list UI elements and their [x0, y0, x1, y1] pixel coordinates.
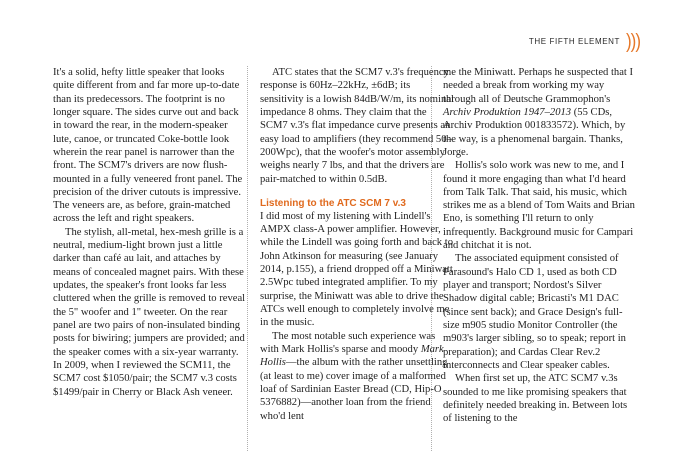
paragraph: When first set up, the ATC SCM7 v.3s sounded to me like promising speakers that definitely needed breaking in. Between lots of listening to the: [443, 373, 628, 425]
paragraph: Hollis's solo work was new to me, and I found it more engaging than what I'd heard from Talk Talk. That said, his music, which strikes me as a blend of Tom Waits and Brian Eno, is something I'll return to only infrequently. Background music for Campari and chitchat it is not.: [443, 160, 635, 252]
paragraph: It's a solid, hefty little speaker that looks quite different from and far more up-to-date than its predecessors. The footprint is no longer square. The sides curve out and back in toward the rear, in the modern-speaker lute, canoe, or truncated Coke-bottle look wherein the rear panel is narrower than the front. The SCM7's drivers are now flush-mounted in a fully veneered front panel. The precision of the driver cutouts is impressive. The veneers are, as before, grain-matched across the left and right speakers.: [53, 67, 243, 225]
paragraph: ATC states that the SCM7 v.3's frequency response is 60Hz–22kHz, ±6dB; its sensitivity is a lowish 84dB/W/m, its nominal impedance 8 ohms. They claim that the SCM7 v.3's flat impedance curve presents an easy load to amplifiers (they recommend 50–200Wpc), that the woofer's motor assembly weighs nearly 7 lbs, and that the drivers are pair-matched to within 0.5dB.: [260, 67, 454, 185]
column-1: [53, 66, 247, 399]
paragraph: The associated equipment consisted of Parasound's Halo CD 1, used as both CD player and transport; Nordost's Silver Shadow digital cable; Bricasti's M1 DAC (since sent back); and Grace Design's full-size m905 studio Monitor Controller (the m903's larger sibling, so to speak; report in preparation); and Cardas Clear Rev.2 interconnects and Clear speaker cables.: [443, 253, 626, 371]
album-title: Mark Hollis: [260, 343, 444, 369]
column-2: [260, 66, 454, 423]
text-run: me the Miniwatt. Perhaps he suspected that I needed a break from working my way through all of Deutsche Grammophon's: [443, 67, 634, 105]
album-title: Archiv Produktion 1947–2013: [443, 106, 572, 118]
text-run: The most notable such experience was with Mark Hollis's sparse and moody: [260, 330, 436, 355]
paragraph: [443, 66, 637, 159]
column-divider: [247, 66, 248, 451]
paragraph: I did most of my listening with Lindell's AMPX class-A power amplifier. However, while the Lindell was going forth and back to John Atkinson for measuring (see January 2014, p.155), a friend dropped off a Miniwatt 2.5Wpc tubed integrated amplifier. To my surprise, the Miniwatt was able to drive the ATCs well enough to completely involve me in the music.: [260, 210, 453, 329]
text-run: (55 CDs, Archiv Produktion 001833572). Which, by the way, is a phenomenal bargain. Thanks, Jorge.: [443, 106, 626, 158]
text-run: —the album with the rather unsettling (at least to me) cover image of a malformed loaf of Sardinian Easter Bread (CD, Hip-O 5376882)—another loan from the friend who'd lent: [260, 357, 448, 422]
paragraph: [260, 330, 454, 423]
running-header: [528, 30, 640, 53]
section-brackets-icon: ))): [626, 30, 640, 53]
section-name: THE FIFTH ELEMENT: [528, 37, 621, 46]
section-heading: Listening to the ATC SCM 7 v.3: [260, 197, 406, 209]
paragraph: The stylish, all-metal, hex-mesh grille is a neutral, medium-light brown just a little darker than café au lait, and attaches by means of concealed magnet pairs. With these updates, the speaker's front looks far less cluttered when the grille is removed to reveal the 5" woofer and 1" tweeter. On the rear panel are two pairs of non-insulated binding posts for biwiring; jumpers are provided; and the speaker comes with a six-year warranty. In 2009, when I reviewed the SCM11, the SCM7 cost $1050/pair; the SCM7 v.3 costs $1499/pair in Cherry or Black Ash veneer.: [53, 226, 246, 398]
column-3: [443, 66, 637, 425]
